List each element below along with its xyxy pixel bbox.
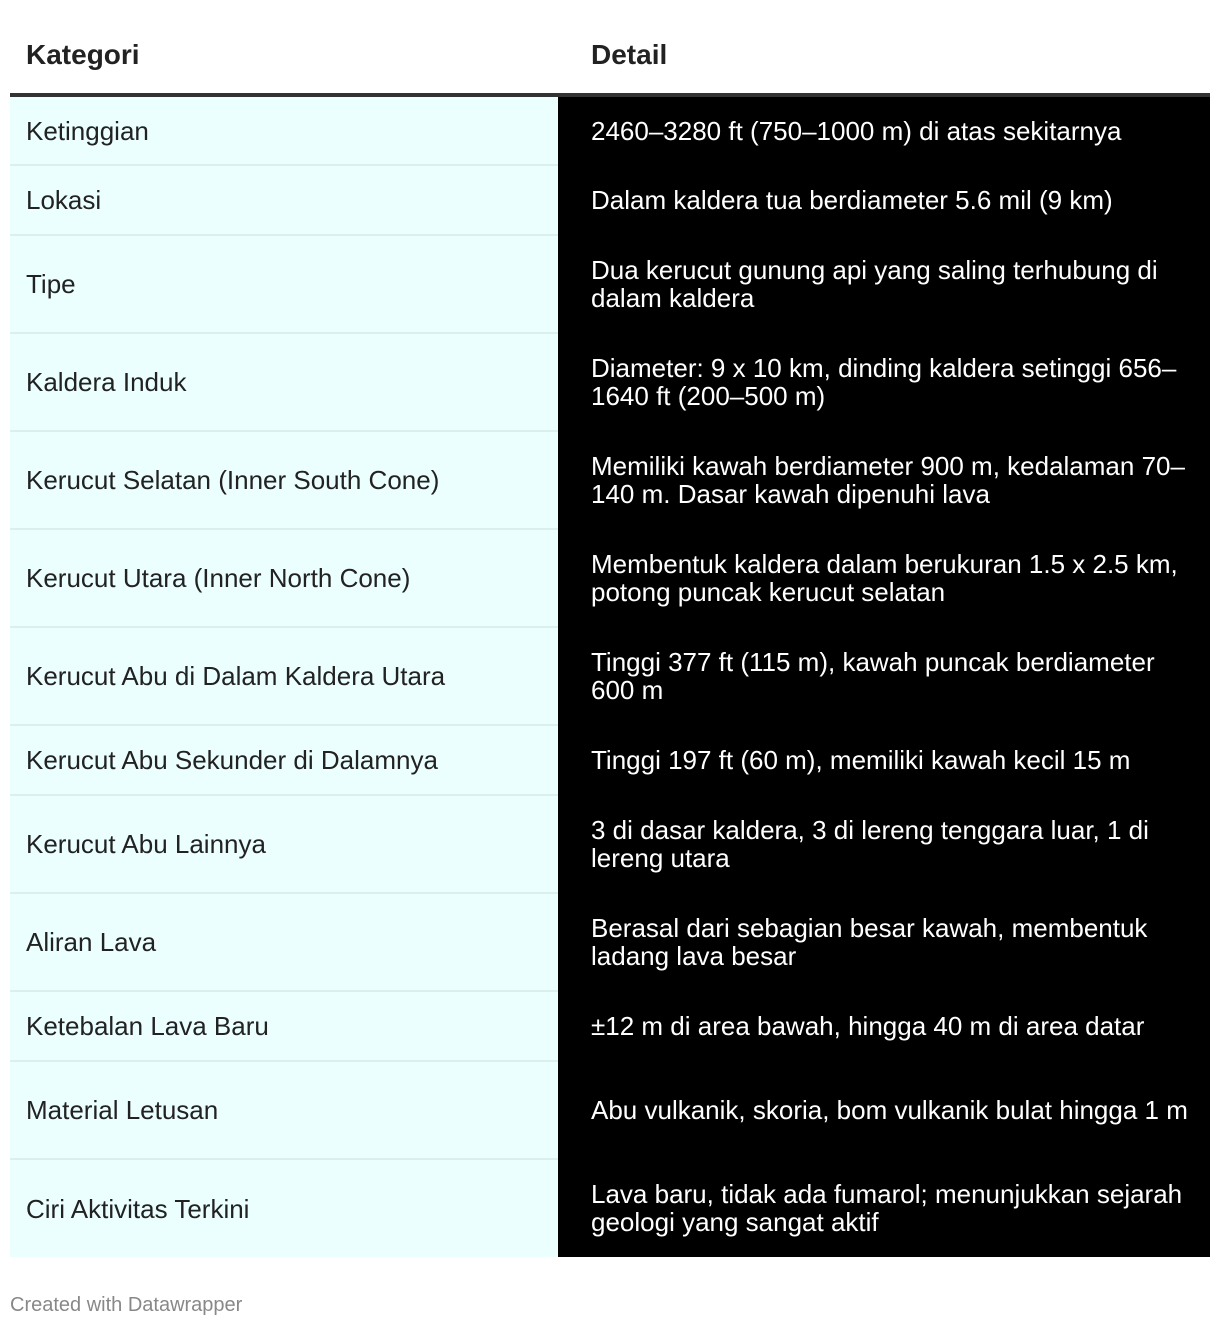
category-cell: Kerucut Selatan (Inner South Cone) [10, 431, 558, 529]
table-row [10, 333, 1210, 431]
category-cell: Lokasi [10, 165, 558, 235]
category-cell: Kerucut Abu di Dalam Kaldera Utara [10, 627, 558, 725]
table-row [10, 795, 1210, 893]
category-cell: Kerucut Abu Sekunder di Dalamnya [10, 725, 558, 795]
category-cell: Kerucut Utara (Inner North Cone) [10, 529, 558, 627]
header-row [10, 0, 1210, 95]
detail-cell: Diameter: 9 x 10 km, dinding kaldera setinggi 656–1640 ft (200–500 m) [558, 333, 1210, 431]
detail-cell: Memiliki kawah berdiameter 900 m, kedalaman 70–140 m. Dasar kawah dipenuhi lava [558, 431, 1210, 529]
detail-cell: Dalam kaldera tua berdiameter 5.6 mil (9 km) [558, 165, 1210, 235]
category-cell: Ketinggian [10, 95, 558, 165]
category-cell: Ciri Aktivitas Terkini [10, 1159, 558, 1257]
detail-cell: Tinggi 377 ft (115 m), kawah puncak berdiameter 600 m [558, 627, 1210, 725]
category-cell: Kerucut Abu Lainnya [10, 795, 558, 893]
table-header [10, 0, 1210, 95]
detail-cell: Tinggi 197 ft (60 m), memiliki kawah kecil 15 m [558, 725, 1210, 795]
detail-cell: Lava baru, tidak ada fumarol; menunjukkan sejarah geologi yang sangat aktif [558, 1159, 1210, 1257]
table-row [10, 431, 1210, 529]
detail-cell: Berasal dari sebagian besar kawah, membentuk ladang lava besar [558, 893, 1210, 991]
table-row [10, 165, 1210, 235]
data-table [10, 0, 1210, 1257]
table-row [10, 1061, 1210, 1159]
category-cell: Material Letusan [10, 1061, 558, 1159]
detail-cell: 2460–3280 ft (750–1000 m) di atas sekitarnya [558, 95, 1210, 165]
table-row [10, 991, 1210, 1061]
table-row [10, 893, 1210, 991]
table-row [10, 235, 1210, 333]
detail-cell: Abu vulkanik, skoria, bom vulkanik bulat hingga 1 m [558, 1061, 1210, 1159]
table-row [10, 529, 1210, 627]
table-row [10, 725, 1210, 795]
column-header-category[interactable]: Kategori [10, 0, 558, 95]
data-table-container [10, 0, 1210, 1257]
detail-cell: 3 di dasar kaldera, 3 di lereng tenggara luar, 1 di lereng utara [558, 795, 1210, 893]
table-row [10, 627, 1210, 725]
category-cell: Kaldera Induk [10, 333, 558, 431]
detail-cell: Dua kerucut gunung api yang saling terhubung di dalam kaldera [558, 235, 1210, 333]
table-row [10, 1159, 1210, 1257]
table-body [10, 95, 1210, 1257]
footer-credit[interactable]: Created with Datawrapper [10, 1294, 243, 1316]
category-cell: Aliran Lava [10, 893, 558, 991]
category-cell: Ketebalan Lava Baru [10, 991, 558, 1061]
detail-cell: Membentuk kaldera dalam berukuran 1.5 x 2.5 km, potong puncak kerucut selatan [558, 529, 1210, 627]
detail-cell: ±12 m di area bawah, hingga 40 m di area datar [558, 991, 1210, 1061]
table-row [10, 95, 1210, 165]
category-cell: Tipe [10, 235, 558, 333]
column-header-detail[interactable]: Detail [558, 0, 1210, 95]
